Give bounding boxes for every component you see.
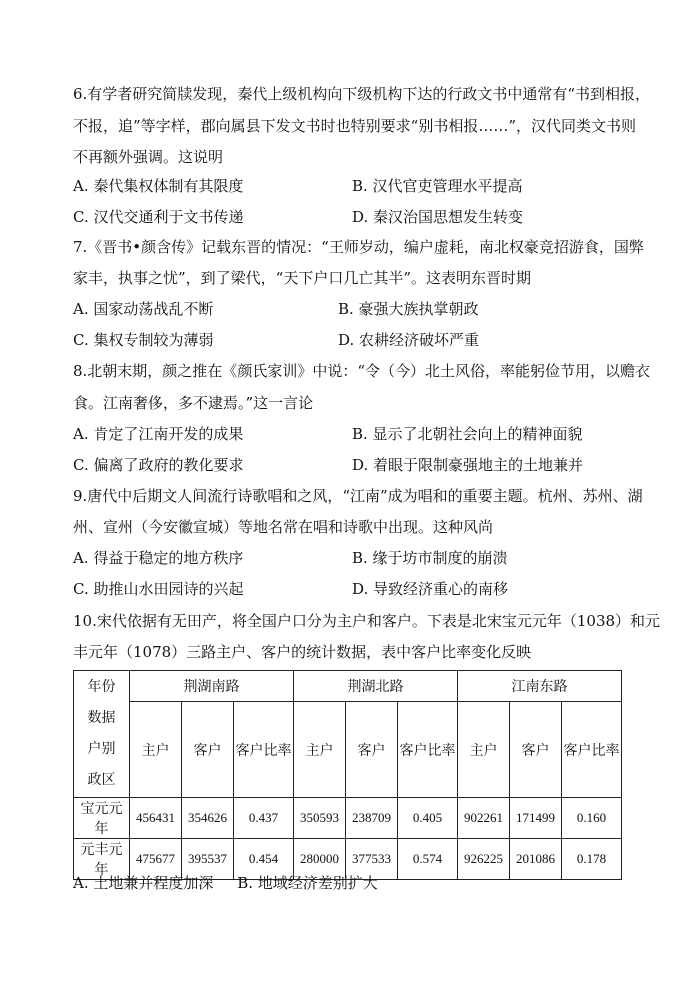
subheader-main-households: 主户	[458, 702, 510, 798]
q6-stem-line-3: 不再额外强调。这说明	[73, 148, 224, 166]
q9-option-d: D. 导致经济重心的南移	[352, 580, 509, 598]
subheader-guest-ratio: 客户比率	[398, 702, 458, 798]
table-cell: 201086	[510, 839, 562, 880]
subheader-main-households: 主户	[294, 702, 346, 798]
subheader-guest-households: 客户	[346, 702, 398, 798]
q10-stem-line-1: 10.宋代依据有无田产，将全国户口分为主户和客户。下表是北宋宝元元年（1038）和元	[73, 612, 661, 630]
row-year-label: 元丰元年	[74, 839, 130, 880]
q7-stem-line-1: 7.《晋书•颜含传》记载东晋的情况：“王师岁动，编户虚耗，南北权豪竞招游食，国弊	[73, 238, 644, 256]
region-header-jiangnan-east: 江南东路	[458, 671, 622, 702]
table-cell: 0.574	[398, 839, 458, 880]
q8-stem-line-1: 8.北朝末期，颜之推在《颜氏家训》中说：“令（今）北土风俗，率能躬俭节用，以赡衣	[73, 362, 650, 380]
corner-label-data: 数据	[87, 710, 116, 726]
q8-option-b: B. 显示了北朝社会向上的精神面貌	[352, 425, 583, 443]
q7-stem-line-2: 家丰，执事之忧”，到了梁代，“天下户口几亡其半”。这表明东晋时期	[73, 269, 532, 287]
table-cell: 0.178	[562, 839, 622, 880]
table-cell: 171499	[510, 798, 562, 839]
table-cell: 280000	[294, 839, 346, 880]
table-cell: 0.160	[562, 798, 622, 839]
q9-option-c: C. 助推山水田园诗的兴起	[73, 580, 244, 598]
table-cell: 0.437	[234, 798, 294, 839]
region-header-jinghu-south: 荆湖南路	[130, 671, 294, 702]
subheader-guest-households: 客户	[510, 702, 562, 798]
q10-options: A. 土地兼并程度加深 B. 地域经济差别扩大	[73, 874, 378, 892]
q9-option-b: B. 缘于坊市制度的崩溃	[352, 549, 508, 567]
table-cell: 926225	[458, 839, 510, 880]
subheader-guest-households: 客户	[182, 702, 234, 798]
table-cell: 350593	[294, 798, 346, 839]
q8-option-d: D. 着眼于限制豪强地主的土地兼并	[352, 456, 584, 474]
table-cell: 456431	[130, 798, 182, 839]
q9-option-a: A. 得益于稳定的地方秩序	[73, 549, 244, 567]
row-year-label: 宝元元年	[74, 798, 130, 839]
q8-stem-line-2: 食。江南奢侈，多不逮焉。”这一言论	[73, 394, 314, 412]
table-cell: 238709	[346, 798, 398, 839]
table-corner-cell	[74, 671, 130, 798]
q9-stem-line-1: 9.唐代中后期文人间流行诗歌唱和之风，“江南”成为唱和的重要主题。杭州、苏州、湖	[73, 487, 643, 505]
region-header-jinghu-north: 荆湖北路	[294, 671, 458, 702]
q8-option-c: C. 偏离了政府的教化要求	[73, 456, 244, 474]
table-cell: 377533	[346, 839, 398, 880]
q7-option-d: D. 农耕经济破坏严重	[338, 331, 480, 349]
table-cell: 0.405	[398, 798, 458, 839]
subheader-main-households: 主户	[130, 702, 182, 798]
corner-label-region: 政区	[87, 772, 116, 788]
table-row	[74, 798, 622, 839]
q7-option-c: C. 集权专制较为薄弱	[73, 331, 214, 349]
q6-stem-line-1: 6.有学者研究简牍发现，秦代上级机构向下级机构下达的行政文书中通常有“书到相报，	[73, 85, 650, 103]
corner-label-year: 年份	[87, 679, 116, 695]
q6-option-c: C. 汉代交通利于文书传递	[73, 208, 244, 226]
q8-option-a: A. 肯定了江南开发的成果	[73, 425, 244, 443]
q7-option-a: A. 国家动荡战乱不断	[73, 300, 214, 318]
q7-option-b: B. 豪强大族执掌朝政	[338, 300, 479, 318]
subheader-guest-ratio: 客户比率	[562, 702, 622, 798]
q6-option-a: A. 秦代集权体制有其限度	[73, 177, 244, 195]
q6-option-d: D. 秦汉治国思想发生转变	[352, 208, 524, 226]
q6-option-b: B. 汉代官吏管理水平提高	[352, 177, 523, 195]
household-statistics-table	[73, 670, 622, 880]
q10-stem-line-2: 丰元年（1078）三路主户、客户的统计数据，表中客户比率变化反映	[73, 643, 532, 661]
table-cell: 475677	[130, 839, 182, 880]
q6-stem-line-2: 不报，追”等字样，郡向属县下发文书时也特别要求“别书相报……”，汉代同类文书则	[73, 117, 637, 135]
table-cell: 0.454	[234, 839, 294, 880]
table-cell: 395537	[182, 839, 234, 880]
table-cell: 902261	[458, 798, 510, 839]
corner-label-household-type: 户别	[87, 741, 116, 757]
subheader-guest-ratio: 客户比率	[234, 702, 294, 798]
table-cell: 354626	[182, 798, 234, 839]
q9-stem-line-2: 州、宣州（今安徽宣城）等地名常在唱和诗歌中出现。这种风尚	[73, 518, 494, 536]
